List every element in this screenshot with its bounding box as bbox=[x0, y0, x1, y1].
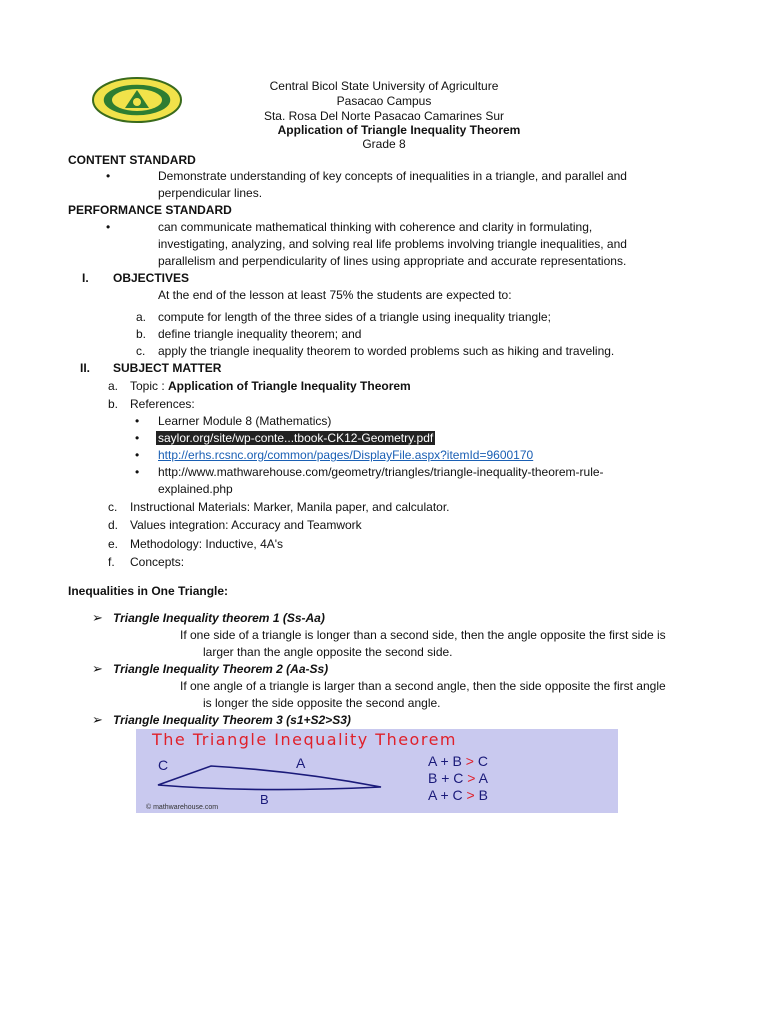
campus-address: Sta. Rosa Del Norte Pasacao Camarines Sur bbox=[263, 109, 505, 123]
subject-item: Concepts: bbox=[130, 555, 185, 569]
inequality-3 bbox=[428, 787, 488, 803]
subject-matter-heading: SUBJECT MATTER bbox=[113, 361, 222, 375]
topic-line bbox=[130, 379, 411, 393]
list-marker: a. bbox=[108, 379, 119, 393]
subject-item: Values integration: Accuracy and Teamwork bbox=[130, 518, 362, 532]
performance-standard-text: parallelism and perpendicularity of lines using appropriate and accurate representations. bbox=[158, 254, 627, 268]
list-marker: c. bbox=[108, 500, 118, 514]
list-marker: e. bbox=[108, 537, 119, 551]
bullet-dot: • bbox=[135, 431, 140, 445]
subject-item: Methodology: Inductive, 4A's bbox=[130, 537, 284, 551]
objectives-intro: At the end of the lesson at least 75% the students are expected to: bbox=[158, 288, 512, 302]
arrow-bullet-icon: ➢ bbox=[92, 712, 103, 727]
side-label-a: A bbox=[296, 755, 306, 771]
inequality-right: B bbox=[478, 787, 488, 803]
arrow-bullet-icon: ➢ bbox=[92, 661, 103, 676]
inequality-right: C bbox=[477, 753, 488, 769]
inequality-left: A + C bbox=[428, 787, 463, 803]
inequality-1 bbox=[428, 753, 488, 769]
theorem-text: If one angle of a triangle is larger than a second angle, then the side opposite the first angle bbox=[180, 679, 666, 693]
elongated-triangle-drawing bbox=[136, 729, 618, 813]
theorem-text: is longer the side opposite the second angle. bbox=[203, 696, 441, 710]
inequality-2 bbox=[428, 770, 488, 786]
list-marker: f. bbox=[108, 555, 115, 569]
list-marker: b. bbox=[108, 397, 119, 411]
bullet-dot: • bbox=[135, 448, 140, 462]
grade-level: Grade 8 bbox=[362, 137, 406, 151]
list-marker: c. bbox=[136, 344, 146, 358]
list-marker: a. bbox=[136, 310, 147, 324]
university-seal-logo bbox=[92, 77, 182, 123]
theorem-text: If one side of a triangle is longer than a second side, then the angle opposite the first side is bbox=[180, 628, 666, 642]
references-label: References: bbox=[130, 397, 195, 411]
theorem-text: larger than the angle opposite the second side. bbox=[203, 645, 453, 659]
subject-matter-numeral: II. bbox=[80, 361, 91, 375]
campus-name: Pasacao Campus bbox=[336, 94, 432, 108]
subject-item: Instructional Materials: Marker, Manila paper, and calculator. bbox=[130, 500, 450, 514]
content-standard-text: Demonstrate understanding of key concepts of inequalities in a triangle, and parallel and bbox=[158, 169, 627, 183]
university-name: Central Bicol State University of Agriculture bbox=[269, 79, 499, 93]
reference-link[interactable]: http://erhs.rcsnc.org/common/pages/DisplayFile.aspx?itemId=9600170 bbox=[158, 448, 534, 462]
side-label-b: B bbox=[260, 792, 269, 807]
content-standard-text: perpendicular lines. bbox=[158, 186, 263, 200]
inequality-left: B + C bbox=[428, 770, 464, 786]
objective-item: apply the triangle inequality theorem to worded problems such as hiking and traveling. bbox=[158, 344, 615, 358]
content-standard-heading: CONTENT STANDARD bbox=[68, 153, 196, 167]
inequality-right: A bbox=[478, 770, 488, 786]
theorem-title: Triangle Inequality Theorem 2 (Aa-Ss) bbox=[113, 662, 329, 676]
inequality-left: A + B bbox=[428, 753, 462, 769]
bullet-dot: • bbox=[135, 465, 140, 479]
list-marker: b. bbox=[136, 327, 147, 341]
theorem-title: Triangle Inequality Theorem 3 (s1+S2>S3) bbox=[113, 713, 351, 727]
lesson-title: Application of Triangle Inequality Theorem bbox=[277, 123, 521, 137]
figure-title: The Triangle Inequality Theorem bbox=[152, 730, 457, 749]
reference-item: Learner Module 8 (Mathematics) bbox=[158, 414, 332, 428]
inequality-operator: > bbox=[467, 770, 476, 786]
topic-value: Application of Triangle Inequality Theorem bbox=[168, 379, 411, 393]
side-label-c: C bbox=[158, 757, 169, 773]
objectives-numeral: I. bbox=[82, 271, 89, 285]
inequality-operator: > bbox=[465, 753, 474, 769]
bullet-dot: • bbox=[135, 414, 140, 428]
reference-link-highlighted[interactable] bbox=[156, 431, 435, 445]
reference-url-continued: explained.php bbox=[158, 482, 233, 496]
reference-url: http://www.mathwarehouse.com/geometry/triangles/triangle-inequality-theorem-rule- bbox=[158, 465, 604, 479]
objectives-heading: OBJECTIVES bbox=[113, 271, 190, 285]
list-marker: d. bbox=[108, 518, 119, 532]
objective-item: define triangle inequality theorem; and bbox=[158, 327, 362, 341]
arrow-bullet-icon: ➢ bbox=[92, 610, 103, 625]
triangle-inequality-figure bbox=[136, 729, 618, 813]
bullet-dot: • bbox=[106, 220, 111, 234]
performance-standard-text: investigating, analyzing, and solving real life problems involving triangle inequalities, and bbox=[158, 237, 627, 251]
figure-credit: © mathwarehouse.com bbox=[146, 804, 219, 811]
performance-standard-heading: PERFORMANCE STANDARD bbox=[68, 203, 232, 217]
bullet-dot: • bbox=[106, 169, 111, 183]
reference-link-text[interactable]: saylor.org/site/wp-conte...tbook-CK12-Geometry.pdf bbox=[158, 431, 434, 445]
inequalities-heading: Inequalities in One Triangle: bbox=[68, 584, 229, 598]
theorem-title: Triangle Inequality theorem 1 (Ss-Aa) bbox=[113, 611, 325, 625]
inequality-operator: > bbox=[466, 787, 475, 803]
topic-label: Topic : bbox=[130, 379, 169, 393]
objective-item: compute for length of the three sides of a triangle using inequality triangle; bbox=[158, 310, 551, 324]
performance-standard-text: can communicate mathematical thinking with coherence and clarity in formulating, bbox=[158, 220, 593, 234]
